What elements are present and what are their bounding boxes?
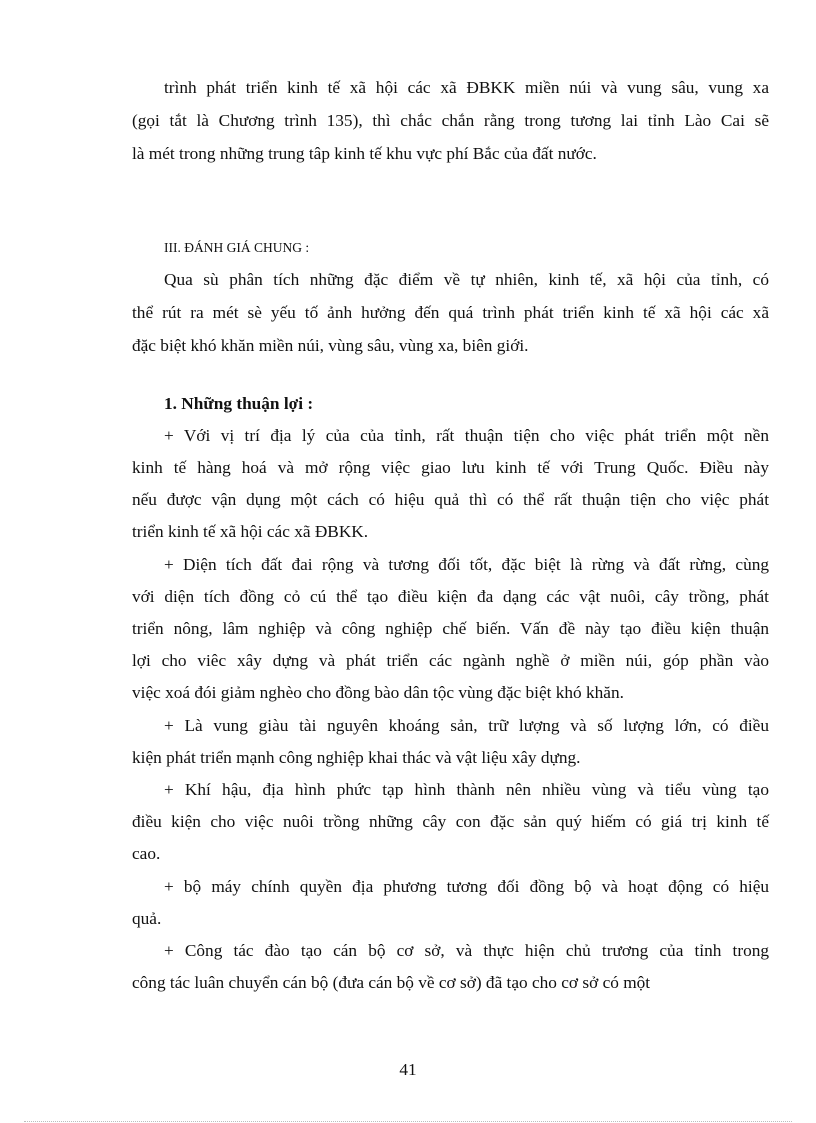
- text-line: trình phát triển kinh tế xã hội các xã ĐBKK miền núi và vung sâu, vung xa: [164, 78, 769, 97]
- text-line: đặc biệt khó khăn miền núi, vùng sâu, vùng xa, biên giới.: [132, 336, 529, 355]
- text-line: công tác luân chuyển cán bộ (đưa cán bộ về cơ sở) đã tạo cho cơ sở có một: [132, 973, 651, 992]
- text-line: điều kiện cho việc nuôi trồng những cây con đặc sản quý hiếm có giá trị kinh tế: [132, 812, 769, 831]
- text-line: với diện tích đồng cỏ cú thể tạo điều kiện đa dạng các vật nuôi, cây trồng, phát: [132, 587, 769, 606]
- text-line: + Là vung giàu tài nguyên khoáng sản, trữ lượng và số lượng lớn, có điều: [164, 716, 769, 735]
- text-line: triển nông, lâm nghiệp và công nghiệp chế biến. Vấn đề này tạo điều kiện thuận: [132, 619, 769, 638]
- text-line: + Với vị trí địa lý của của tỉnh, rất thuận tiện cho việc phát triển một nền: [164, 426, 769, 445]
- text-line: + Diện tích đất đai rộng và tương đối tốt, đặc biệt là rừng và đất rừng, cùng: [164, 555, 769, 574]
- section-heading: III. ĐÁNH GIÁ CHUNG :: [164, 240, 310, 255]
- text-line: triển kinh tế xã hội các xã ĐBKK.: [132, 522, 369, 541]
- text-line: quả.: [132, 909, 162, 928]
- text-line: kiện phát triển mạnh công nghiệp khai thác và vật liệu xây dựng.: [132, 748, 581, 767]
- text-line: (gọi tắt là Chương trình 135), thì chắc chắn rằng trong tương lai tỉnh Lào Cai sẽ: [132, 111, 769, 130]
- text-line: lợi cho viêc xây dựng và phát triển các ngành nghề ở miền núi, góp phần vào: [132, 651, 769, 670]
- text-line: Qua sù phân tích những đặc điểm về tự nhiên, kinh tế, xã hội của tỉnh, có: [164, 270, 769, 289]
- text-line: việc xoá đói giảm nghèo cho đồng bào dân tộc vùng đặc biệt khó khăn.: [132, 683, 624, 702]
- text-line: nếu được vận dụng một cách có hiệu quả thì có thể rất thuận tiện cho việc phát: [132, 490, 769, 509]
- text-line: là mét trong những trung tâp kinh tế khu vực phí Bắc của đất nước.: [132, 144, 597, 163]
- subsection-heading: 1. Những thuận lợi :: [164, 394, 314, 413]
- text-line: + Khí hậu, địa hình phức tạp hình thành nên nhiều vùng và tiểu vùng tạo: [164, 780, 769, 799]
- text-line: + Công tác đào tạo cán bộ cơ sở, và thực hiện chủ trương của tỉnh trong: [164, 941, 769, 960]
- page-bottom-divider: [24, 1121, 792, 1122]
- text-line: thể rút ra mét sè yếu tố ảnh hưởng đến quá trình phát triển kinh tế xã hội các xã: [132, 303, 769, 322]
- page-number: 41: [399, 1060, 417, 1079]
- text-line: cao.: [132, 844, 161, 863]
- text-line: + bộ máy chính quyền địa phương tương đối đồng bộ và hoạt động có hiệu: [164, 877, 769, 896]
- text-line: kinh tế hàng hoá và mở rộng việc giao lưu kinh tế với Trung Quốc. Điều này: [132, 458, 769, 477]
